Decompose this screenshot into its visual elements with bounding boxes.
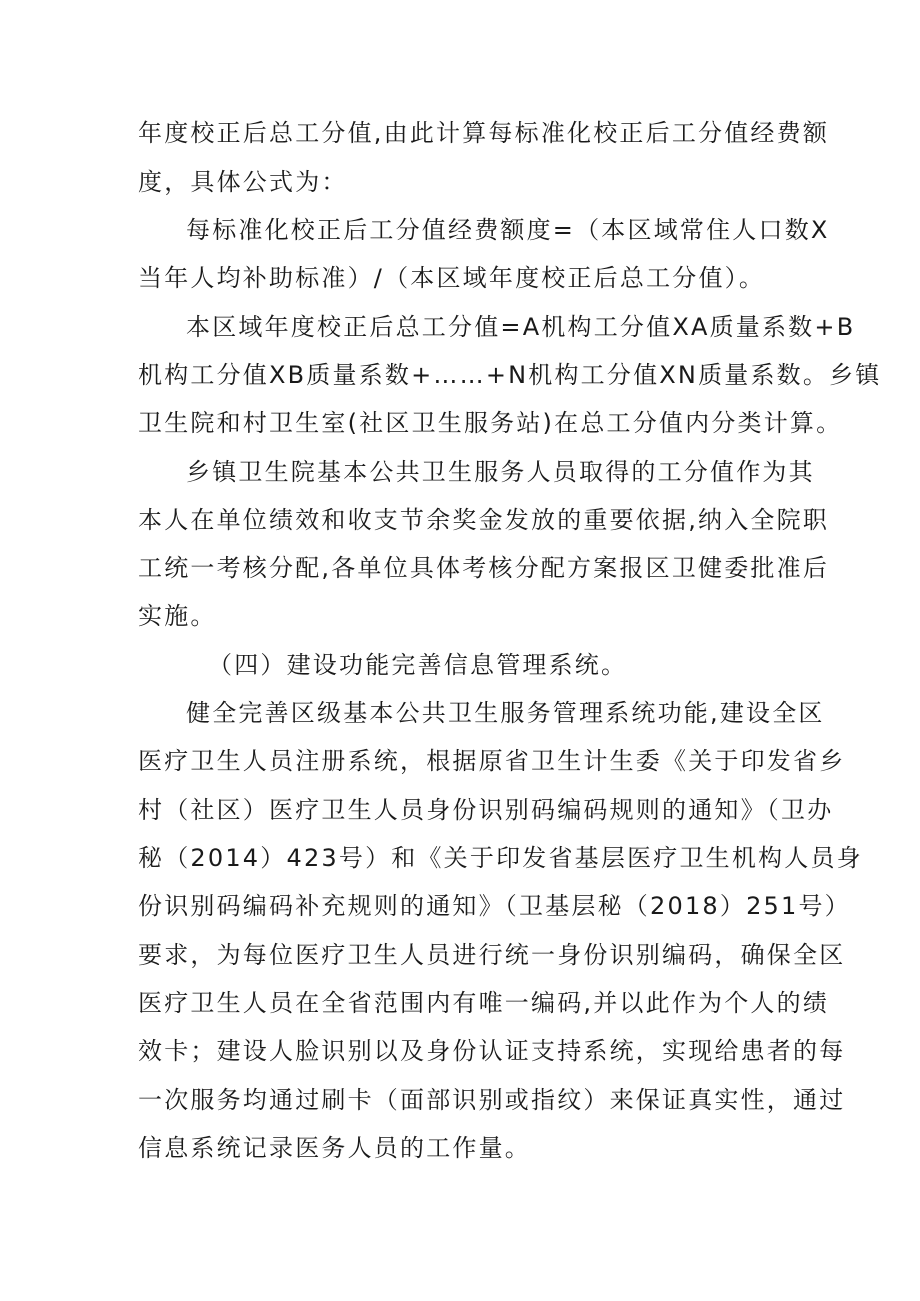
paragraph-line: 秘（2014）423号）和《关于印发省基层医疗卫生机构人员身 bbox=[138, 844, 863, 872]
paragraph-line: 本人在单位绩效和收支节余奖金发放的重要依据,纳入全院职 bbox=[138, 506, 830, 534]
section-heading: （四）建设功能完善信息管理系统。 bbox=[208, 651, 628, 679]
paragraph-line: 要求，为每位医疗卫生人员进行统一身份识别编码，确保全区 bbox=[138, 941, 846, 969]
paragraph-line: 本区域年度校正后总工分值=A机构工分值XA质量系数+B bbox=[186, 313, 856, 341]
paragraph-line: 度，具体公式为： bbox=[138, 168, 348, 196]
paragraph-line: 机构工分值XB质量系数+……+N机构工分值XN质量系数。乡镇 bbox=[138, 361, 882, 389]
paragraph-line: 医疗卫生人员在全省范围内有唯一编码,并以此作为个人的绩 bbox=[138, 989, 830, 1017]
paragraph-line: 工统一考核分配,各单位具体考核分配方案报区卫健委批准后 bbox=[138, 554, 830, 582]
paragraph-line: 健全完善区级基本公共卫生服务管理系统功能,建设全区 bbox=[186, 699, 825, 727]
paragraph-line: 村（社区）医疗卫生人员身份识别码编码规则的通知》（卫办 bbox=[138, 796, 834, 824]
paragraph-line: 卫生院和村卫生室(社区卫生服务站)在总工分值内分类计算。 bbox=[138, 409, 843, 437]
paragraph-line: 一次服务均通过刷卡（面部识别或指纹）来保证真实性，通过 bbox=[138, 1086, 846, 1114]
paragraph-line: 信息系统记录医务人员的工作量。 bbox=[138, 1134, 531, 1162]
formula-line: 每标准化校正后工分值经费额度=（本区域常住人口数X bbox=[186, 216, 830, 244]
paragraph-line: 医疗卫生人员注册系统，根据原省卫生计生委《关于印发省乡 bbox=[138, 747, 846, 775]
paragraph-line: 年度校正后总工分值,由此计算每标准化校正后工分值经费额 bbox=[138, 119, 830, 147]
formula-line: 当年人均补助标准）/（本区域年度校正后总工分值）。 bbox=[138, 264, 766, 292]
paragraph-line: 效卡；建设人脸识别以及身份认证支持系统，实现给患者的每 bbox=[138, 1037, 846, 1065]
paragraph-line: 份识别码编码补充规则的通知》（卫基层秘（2018）251号） bbox=[138, 892, 851, 920]
paragraph-line: 乡镇卫生院基本公共卫生服务人员取得的工分值作为其 bbox=[186, 458, 815, 486]
paragraph-line: 实施。 bbox=[138, 602, 217, 630]
